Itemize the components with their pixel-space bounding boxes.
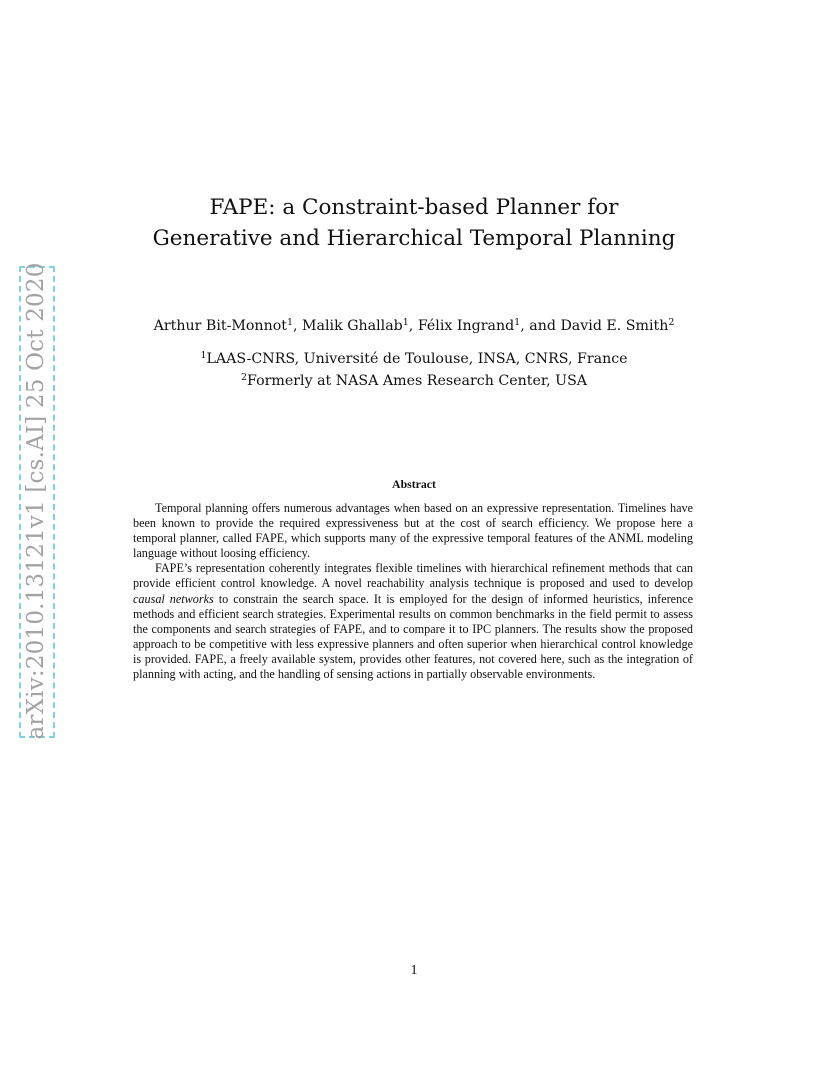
abstract-text: FAPE’s representation coherently integrates flexible timelines with hierarchical refinement methods that can provide efficient control knowledge. A novel reachability analysis technique is proposed and used to develop: [133, 561, 693, 591]
author-name: David E. Smith: [560, 318, 669, 334]
author-name: Félix Ingrand: [417, 318, 515, 334]
abstract-emphasis: causal networks: [133, 591, 214, 606]
author-separator: ,: [293, 318, 303, 334]
title-line-2: Generative and Hierarchical Temporal Planning: [152, 226, 676, 252]
author-list: [0, 316, 828, 338]
affiliation-mark: 2: [240, 372, 248, 383]
affiliation-list: [0, 349, 828, 393]
arxiv-identifier[interactable]: arXiv:2010.13121v1 [cs.AI] 25 Oct 2020: [23, 262, 49, 740]
author-affiliation-mark: 2: [668, 317, 675, 328]
page-number: 1: [410, 963, 418, 978]
abstract-heading: Abstract: [392, 477, 436, 491]
abstract-paragraph-1: Temporal planning offers numerous advantages when based on an expressive representation. Timelines have been known to provide the required expressiveness but at the cost of search efficiency. We propose here a temporal planner, called FAPE, which supports many of the expressive temporal features of the ANML modeling language without loosing efficiency.: [133, 501, 693, 561]
abstract-body: [133, 501, 693, 682]
author-name: Malik Ghallab: [302, 318, 403, 334]
author-affiliation-mark: 1: [286, 317, 293, 328]
author-separator: , and: [520, 318, 561, 334]
title-line-1: FAPE: a Constraint-based Planner for: [209, 195, 619, 221]
affiliation-text: LAAS-CNRS, Université de Toulouse, INSA, CNRS, France: [206, 351, 628, 367]
author-separator: ,: [408, 318, 418, 334]
author-affiliation-mark: 1: [514, 317, 521, 328]
affiliation-line: [0, 349, 828, 371]
abstract-paragraph-2: [133, 561, 693, 682]
author-affiliation-mark: 1: [402, 317, 409, 328]
paper-title: [0, 192, 828, 254]
affiliation-text: Formerly at NASA Ames Research Center, USA: [247, 373, 588, 389]
author-name: Arthur Bit-Monnot: [153, 318, 287, 334]
abstract-text: to constrain the search space. It is employed for the design of informed heuristics, inference methods and efficient search strategies. Experimental results on common benchmarks in the field permit to assess the components and search strategies of FAPE, and to compare it to IPC planners. The results show the proposed approach to be competitive with less expressive planners and often superior when hierarchical control knowledge is provided. FAPE, a freely available system, provides other features, not covered here, such as the integration of planning with acting, and the handling of sensing actions in partially observable environments.: [133, 591, 693, 682]
affiliation-line: [0, 371, 828, 393]
affiliation-mark: 1: [200, 350, 207, 361]
